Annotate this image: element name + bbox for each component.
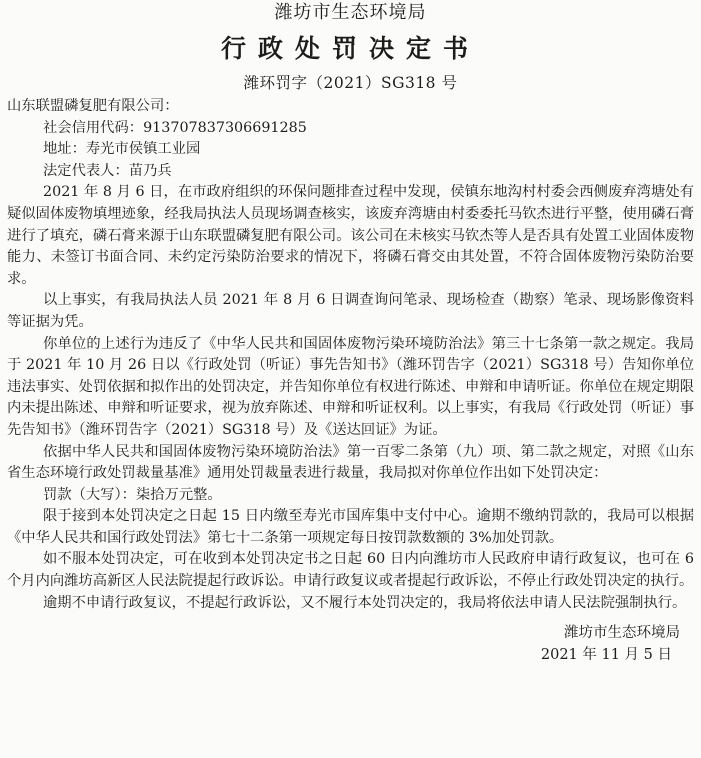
paragraph-facts: 2021 年 8 月 6 日，在市政府组织的环保问题排查过程中发现，侯镇东地沟村村委会西侧废弃湾塘处有疑似固体废物填埋迹象，经我局执法人员现场调查核实，该废弃湾塘由村委委托马钦杰进行平整，使用磷石膏进行了填充，磷石膏来源于山东联盟磷复肥有限公司。该公司在未核实马钦杰等人是否具有处置工业固体废物能力、未签订书面合同、未约定污染防治要求的情况下，将磷石膏交由其处置，不符合固体废物污染防治要求。	[7, 184, 694, 287]
signature-agency: 潍坊市生态环境局	[564, 625, 680, 642]
document-title: 行政处罚决定书	[220, 34, 480, 63]
paragraph-payment: 限于接到本处罚决定之日起 15 日内缴至寿光市国库集中支付中心。逾期不缴纳罚款的，我局可以根据《中华人民共和国行政处罚法》第七十二条第一项规定每日按罚款数额的 3%加处罚款。	[7, 508, 694, 546]
legal-representative: 法定代表人：苗乃兵	[43, 162, 172, 179]
document-body	[7, 96, 694, 614]
paragraph-appeal: 如不服本处罚决定，可在收到本处罚决定书之日起 60 日内向潍坊市人民政府申请行政复议，也可在 6 个月内向潍坊高新区人民法院提起行政诉讼。申请行政复议或者提起行政诉讼，不停止行政处罚决定的执行。	[7, 551, 694, 590]
paragraph-basis: 依据中华人民共和国固体废物污染环境防治法》第一百零二条第（九）项、第二款之规定，对照《山东省生态环境行政处罚裁量基准》通用处罚裁量表进行裁量，我局拟对你单位作出如下处罚决定：	[7, 443, 694, 482]
address: 地址：寿光市侯镇工业园	[43, 141, 201, 158]
paragraph-enforcement: 逾期不申请行政复议，不提起行政诉讼，又不履行本处罚决定的，我局将依法申请人民法院强制执行。	[43, 594, 687, 611]
document-page	[0, 2, 701, 758]
paragraph-evidence: 以上事实，有我局执法人员 2021 年 8 月 6 日调查询问笔录、现场检查（勘察）笔录、现场影像资料等证据为凭。	[7, 292, 694, 330]
recipient-name: 山东联盟磷复肥有限公司：	[7, 98, 179, 114]
paragraph-penalty: 罚款（大写）：柒拾万元整。	[43, 486, 222, 503]
paragraph-violation: 你单位的上述行为违反了《中华人民共和国固体废物污染环境防治法》第三十七条第一款之规定。我局于 2021 年 10 月 26 日以《行政处罚（听证）事先告知书》（潍环罚告字（2021）SG318 号）告知你单位违法事实、处罚依据和拟作出的处罚决定，并告知你单位有权进行陈述、申辩和申请听证。你单位在规定期限内未提出陈述、申辩和听证要求，视为放弃陈述、申辩和听证权利。以上事实，有我局《行政处罚（听证）事先告知书》（潍环罚告字（2021）SG318 号）及《送达回证》为证。	[7, 335, 694, 438]
signature-date: 2021 年 11 月 5 日	[540, 647, 672, 664]
document-number: 潍环罚字（2021）SG318 号	[243, 74, 458, 92]
credit-code: 社会信用代码：913707837306691285	[43, 119, 307, 136]
issuing-agency-header: 潍坊市生态环境局	[274, 2, 427, 23]
